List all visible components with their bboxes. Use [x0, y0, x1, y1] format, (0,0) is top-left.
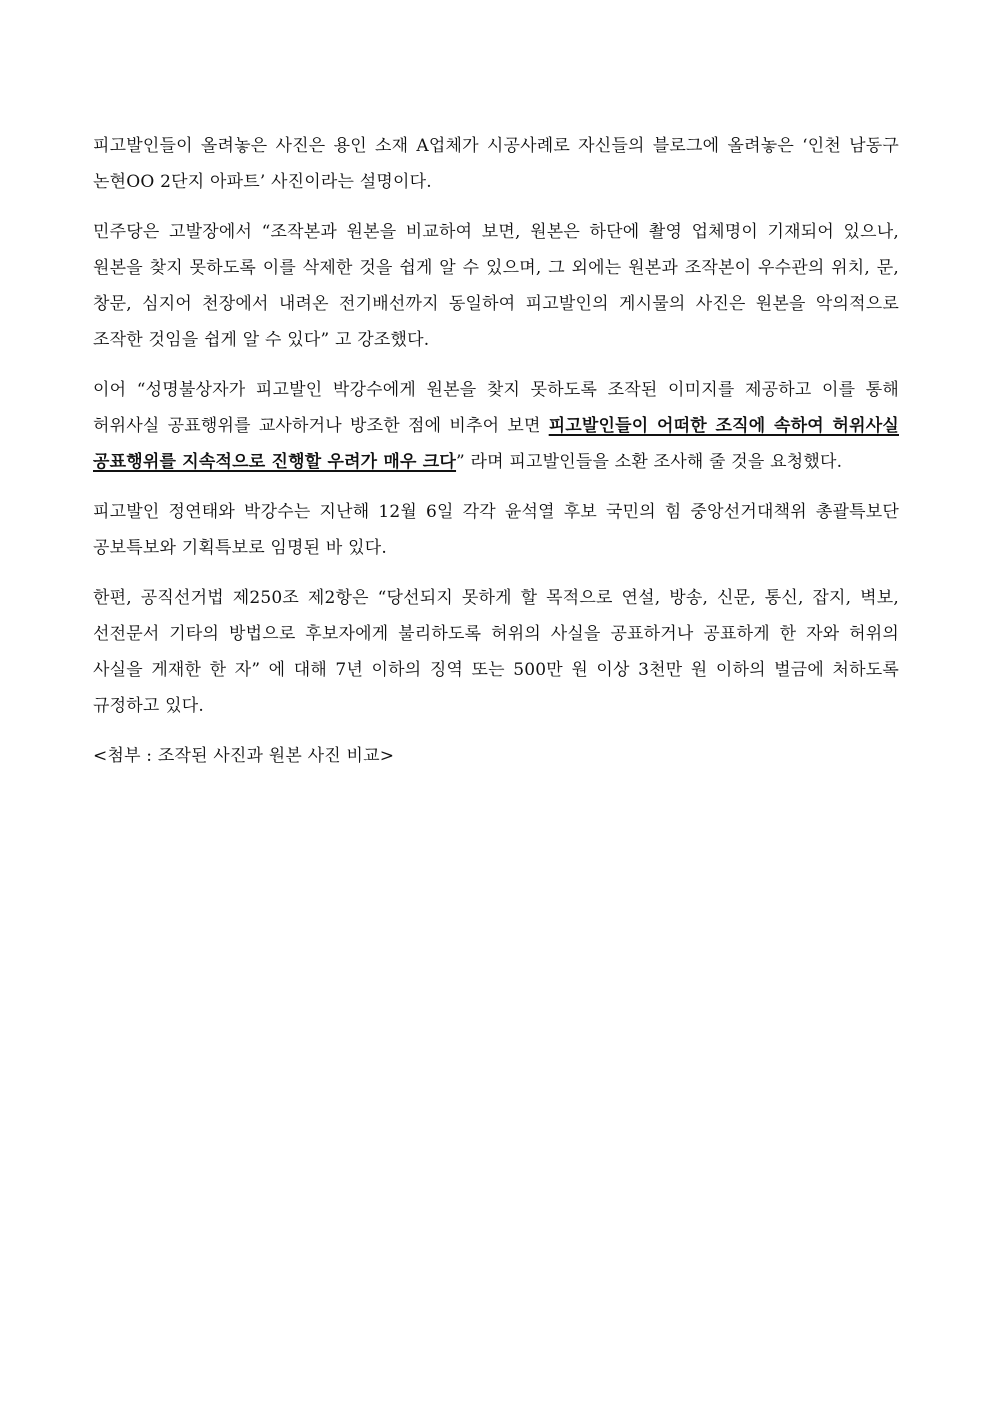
document-body	[93, 128, 899, 774]
paragraph-photo-source: 피고발인들이 올려놓은 사진은 용인 소재 A업체가 시공사례로 자신들의 블로그에 올려놓은 ‘인천 남동구 논현OO 2단지 아파트’ 사진이라는 설명이다.	[93, 136, 899, 192]
paragraph-complaint-quote: 민주당은 고발장에서 “조작본과 원본을 비교하여 보면, 원본은 하단에 촬영 업체명이 기재되어 있으나, 원본을 찾지 못하도록 이를 삭제한 것을 쉽게 알 수 있으며, 그 외에는 원본과 조작본이 우수관의 위치, 문, 창문, 심지어 천장에서 내려온 전기배선까지 동일하여 피고발인의 게시물의 사진은 원본을 악의적으로 조작한 것임을 쉽게 알 수 있다” 고 강조했다.	[93, 222, 899, 350]
paragraph-request-summons	[93, 372, 899, 480]
paragraph-appointment: 피고발인 정연태와 박강수는 지난해 12월 6일 각각 윤석열 후보 국민의 힘 중앙선거대책위 총괄특보단 공보특보와 기획특보로 임명된 바 있다.	[93, 502, 899, 558]
emphasized-claim: 피고발인들이 어떠한 조직에 속하여 허위사실 공표행위를 지속적으로 진행할 우려가 매우 크다	[93, 416, 899, 472]
paragraph-election-law: 한편, 공직선거법 제250조 제2항은 “당선되지 못하게 할 목적으로 연설, 방송, 신문, 통신, 잡지, 벽보, 선전문서 기타의 방법으로 후보자에게 불리하도록 허위의 사실을 공표하거나 공표하게 한 자와 허위의 사실을 게재한 한 자” 에 대해 7년 이하의 징역 또는 500만 원 이상 3천만 원 이하의 벌금에 처하도록 규정하고 있다.	[93, 588, 899, 716]
attachment-note: <첨부 : 조작된 사진과 원본 사진 비교>	[93, 746, 395, 766]
paragraph-request-text: 이어 “성명불상자가 피고발인 박강수에게 원본을 찾지 못하도록 조작된 이미지를 제공하고 이를 통해 허위사실 공표행위를 교사하거나 방조한 점에 비추어 보면	[93, 380, 899, 436]
paragraph-request-tail: ” 라며 피고발인들을 소환 조사해 줄 것을 요청했다.	[456, 452, 843, 472]
